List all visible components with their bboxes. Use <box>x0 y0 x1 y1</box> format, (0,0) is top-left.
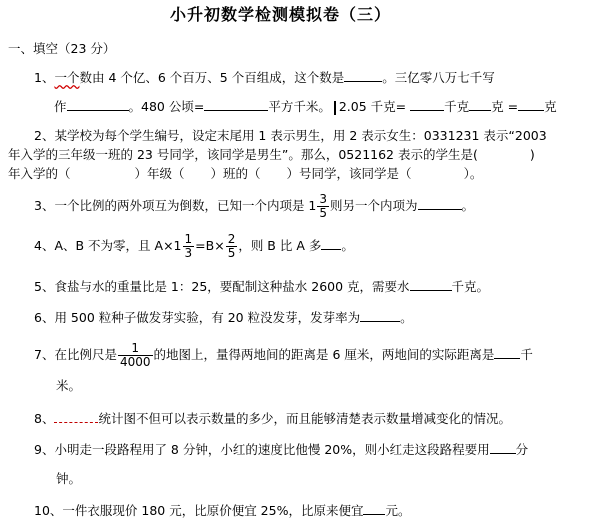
question-3 <box>34 192 474 220</box>
q1-blank-1[interactable] <box>344 68 382 82</box>
q3-text-b: 则另一个内项为 <box>330 198 418 213</box>
q7-fraction-numerator: 1 <box>131 341 140 355</box>
q7-fraction-denominator: 4000 <box>119 355 151 369</box>
q9-blank[interactable] <box>490 440 516 454</box>
q4-blank[interactable] <box>321 236 341 250</box>
q1-blank-5[interactable] <box>469 97 491 111</box>
q5-text-b: 千克。 <box>451 279 490 294</box>
q2-text-e: ）班的（ <box>210 166 261 181</box>
q4-text-d: 。 <box>341 238 354 253</box>
q1-text-g: 2.05 千克= <box>338 99 407 114</box>
q10-text-b: 元。 <box>385 503 411 518</box>
q3-fraction <box>317 193 329 220</box>
q1-text-e: 。480 公顷= <box>128 99 205 114</box>
q1-text-a: 一个 <box>54 70 80 85</box>
q3-text-c: 。 <box>461 198 475 213</box>
q2-text-g: ）。 <box>463 166 483 181</box>
q7-blank[interactable] <box>494 345 520 359</box>
q4-fraction-1-denominator: 3 <box>184 246 193 260</box>
question-1-line-2 <box>54 97 557 116</box>
q5-blank[interactable] <box>410 277 452 291</box>
question-9-line-2: 钟。 <box>56 471 82 486</box>
q1-blank-2[interactable] <box>67 97 129 111</box>
q8-blank[interactable] <box>54 409 98 423</box>
q2-text-b: ) <box>529 147 535 162</box>
q4-fraction-1 <box>183 233 195 260</box>
question-10 <box>34 501 410 520</box>
q8-text-b: 统计图不但可以表示数量的多少，而且能够清楚表示数量增减变化的情况。 <box>98 411 511 426</box>
question-1-line-1 <box>34 68 495 87</box>
q4-fraction-2-numerator: 2 <box>227 232 236 246</box>
q7-text-b: 的地图上，量得两地间的距离是 6 厘米，两地间的实际距离是 <box>153 347 495 362</box>
q1-number: 1、 <box>34 70 55 85</box>
q4-fraction-2-denominator: 5 <box>227 246 236 260</box>
q3-blank[interactable] <box>418 196 462 210</box>
q10-blank[interactable] <box>363 501 385 515</box>
question-2-line-2 <box>8 146 535 164</box>
question-8 <box>34 409 511 428</box>
question-6 <box>34 308 413 327</box>
q6-blank[interactable] <box>360 308 400 322</box>
q1-text-i: 克 = <box>491 99 519 114</box>
q7-fraction <box>118 342 153 369</box>
question-4 <box>34 232 354 260</box>
q2-text-a: 年入学的三年级一班的 23 号同学，该同学是男生”。那么，0521162 表示的学生是( <box>8 147 478 162</box>
q7-text-c: 千 <box>520 347 533 362</box>
q1-text-b: 数由 4 个亿、6 个百万、5 个百组成，这个数是 <box>79 70 345 85</box>
q4-text-b: =B× <box>195 238 225 253</box>
question-9-line-1 <box>34 440 528 459</box>
q6-text-b: 。 <box>400 310 413 325</box>
q1-blank-6[interactable] <box>518 97 544 111</box>
section-heading: 一、填空（23 分） <box>8 41 116 56</box>
q3-fraction-numerator: 3 <box>319 192 328 206</box>
question-2-line-3 <box>8 165 482 183</box>
q1-blank-3[interactable] <box>204 97 268 111</box>
q2-text-c: 年入学的（ <box>8 166 71 181</box>
q3-text-a: 3、一个比例的两外项互为倒数，已知一个内项是 1 <box>34 198 317 213</box>
question-2-line-1: 2、某学校为每个学生编号，设定末尾用 1 表示男生，用 2 表示女生：0331231 表示“2003 <box>34 128 547 143</box>
q7-text-a: 7、在比例尺是 <box>34 347 117 362</box>
q9-text-a: 9、小明走一段路程用了 8 分钟，小红的速度比他慢 20%，则小红走这段路程要用 <box>34 442 490 457</box>
q1-text-d: 作 <box>54 99 67 114</box>
q1-text-f: 平方千米。 <box>268 99 331 114</box>
q2-text-d: ）年级（ <box>134 166 185 181</box>
q1-text-j: 克 <box>544 99 557 114</box>
text-cursor <box>334 101 336 115</box>
q1-blank-4[interactable] <box>410 97 444 111</box>
q1-text-c: 。三亿零八万七千写 <box>382 70 495 85</box>
q8-text-a: 8、 <box>34 411 55 426</box>
q4-fraction-2 <box>226 233 238 260</box>
q9-text-b: 分 <box>515 442 529 457</box>
question-7-line-2: 米。 <box>56 378 82 393</box>
q5-text-a: 5、食盐与水的重量比是 1：25，要配制这种盐水 2600 克，需要水 <box>34 279 410 294</box>
q1-text-h: 千克 <box>444 99 470 114</box>
question-7-line-1 <box>34 340 533 370</box>
q4-text-c: ，则 B 比 A 多 <box>238 238 322 253</box>
q2-text-f: ）号同学，该同学是（ <box>286 166 412 181</box>
question-5 <box>34 277 489 296</box>
q6-text-a: 6、用 500 粒种子做发芽实验，有 20 粒没发芽，发芽率为 <box>34 310 361 325</box>
q4-fraction-1-numerator: 1 <box>184 232 193 246</box>
q4-text-a: 4、A、B 不为零，且 A×1 <box>34 238 182 253</box>
q3-fraction-denominator: 5 <box>319 206 328 220</box>
q10-text-a: 10、一件衣服现价 180 元，比原价便宜 25%，比原来便宜 <box>34 503 364 518</box>
page-title: 小升初数学检测模拟卷（三） <box>170 5 392 24</box>
